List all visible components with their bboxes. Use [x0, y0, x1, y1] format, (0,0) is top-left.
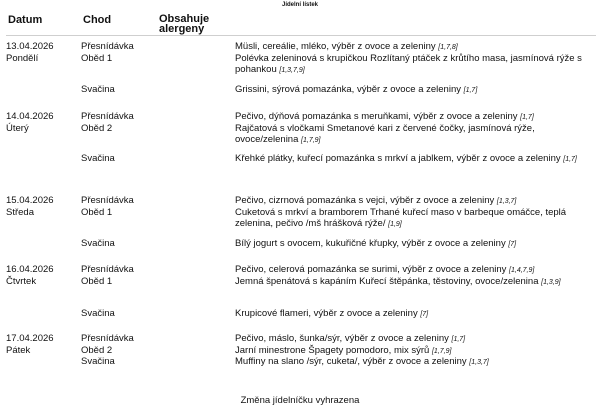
course-name: Svačina	[81, 356, 115, 367]
day-date: 15.04.2026	[6, 195, 54, 206]
course-name: Přesnídávka	[81, 264, 134, 275]
allergen-codes: [1,7,9]	[301, 137, 321, 144]
course-name: Přesnídávka	[81, 195, 134, 206]
course-name: Svačina	[81, 153, 115, 164]
day-weekday: Pátek	[6, 344, 31, 356]
allergen-codes: [7]	[420, 311, 429, 318]
dish-description: Muffiny na slano /sýr, cuketa/, výběr z ovoce a zeleniny [1,3,7]	[235, 356, 489, 367]
course-name: Svačina	[81, 84, 115, 95]
allergen-codes: [1,7,9]	[431, 347, 452, 355]
allergen-codes: [1,7,8]	[438, 44, 458, 51]
course-name: Svačina	[81, 308, 115, 319]
footer-note: Změna jídelníčku vyhrazena	[240, 395, 360, 406]
dish-description: Bílý jogurt s ovocem, kukuřičné křupky, výběr z ovoce a zeleniny [7]	[235, 238, 517, 249]
dish-description: Křehké plátky, kuřecí pomazánka s mrkví a jablkem, výběr z ovoce a zeleniny [1,7]	[235, 153, 577, 164]
day-weekday: Úterý	[6, 122, 29, 134]
allergen-codes: [1,4,7,9]	[509, 267, 535, 274]
dish-description: Krupicové flameri, výběr z ovoce a zeleniny [7]	[235, 308, 429, 319]
day-weekday: Čtvrtek	[6, 275, 37, 287]
course-name: Svačina	[81, 238, 115, 249]
allergen-codes: [7]	[508, 241, 517, 248]
dish-description: Pečivo, celerová pomazánka se surimi, výběr z ovoce a zeleniny [1,4,7,9]	[235, 264, 535, 275]
dish-description: Rajčatová s vločkami Smetanové kari z červené čočky, jasmínová rýže, ovoce/zelenina [1,7,9]	[235, 122, 535, 145]
dish-description: Jemná špenátová s kapáním Kuřecí štěpánka, těstoviny, ovoce/zelenina [1,3,9]	[235, 275, 561, 287]
day-date: 16.04.2026	[6, 264, 54, 275]
allergen-codes: [1,3,9]	[541, 278, 561, 286]
header-course: Chod	[83, 14, 112, 26]
course-name: Oběd 2	[81, 122, 113, 134]
allergen-codes: [1,7]	[463, 87, 478, 94]
day-date: 17.04.2026	[6, 333, 54, 344]
course-name: Oběd 1	[81, 206, 113, 218]
dish-description: Cuketová s mrkví a bramborem Trhané kuřecí maso v barbeque omáčce, teplá zelenina, pečivo /mš hrášková rýže/ [1,9]	[235, 206, 567, 229]
day-date: 13.04.2026	[6, 41, 54, 52]
allergen-codes: [1,7]	[520, 114, 534, 121]
document-title: Jídelní lístek	[281, 2, 318, 8]
dish-description: Pečivo, dýňová pomazánka s meruňkami, výběr z ovoce a zeleniny [1,7]	[235, 111, 534, 122]
allergen-codes: [1,3,7]	[469, 359, 489, 366]
dish-description: Pečivo, cizrnová pomazánka s vejci, výběr z ovoce a zeleniny [1,3,7]	[235, 195, 517, 206]
allergen-codes: [1,9]	[388, 221, 402, 228]
dish-description: Jarní minestrone Špagety pomodoro, mix sýrů [1,7,9]	[235, 344, 452, 356]
allergen-codes: [1,7]	[563, 156, 577, 163]
course-name: Přesnídávka	[81, 333, 134, 344]
header-divider	[6, 35, 596, 36]
allergen-codes: [1,3,7]	[496, 198, 517, 205]
course-name: Oběd 1	[81, 275, 113, 287]
day-weekday: Pondělí	[6, 52, 39, 64]
dish-description: Grissini, sýrová pomazánka, výběr z ovoce a zeleniny [1,7]	[235, 84, 478, 95]
header-date: Datum	[8, 14, 43, 26]
allergen-codes: [1,3,7,9]	[279, 67, 305, 74]
course-name: Přesnídávka	[81, 41, 134, 52]
course-name: Oběd 1	[81, 52, 113, 64]
course-name: Oběd 2	[81, 344, 113, 356]
allergen-codes: [1,7]	[451, 336, 466, 343]
day-date: 14.04.2026	[6, 111, 54, 122]
course-name: Přesnídávka	[81, 111, 134, 122]
dish-description: Müsli, cereálie, mléko, výběr z ovoce a zeleniny [1,7,8]	[235, 41, 458, 52]
dish-description: Pečivo, máslo, šunka/sýr, výběr z ovoce a zeleniny [1,7]	[235, 333, 466, 344]
dish-description: Polévka zeleninová s krupičkou Rozlítaný ptáček z krůtího masa, jasmínová rýže s pohankou [1,3,7,9]	[235, 52, 582, 75]
header-allergen: Obsahuje alergeny	[159, 14, 210, 35]
day-weekday: Středa	[6, 206, 34, 218]
